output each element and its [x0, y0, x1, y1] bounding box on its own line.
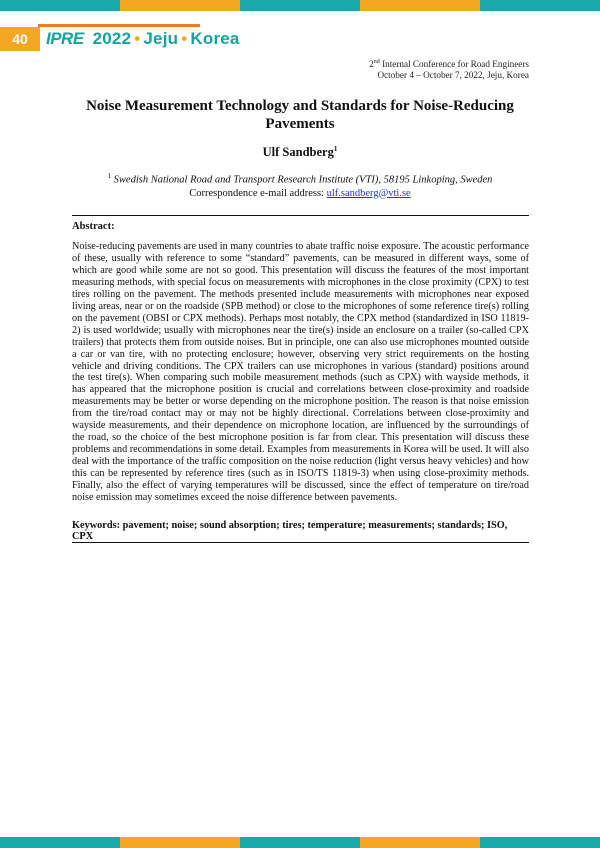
affiliation-block [0, 170, 600, 200]
conference-logo [46, 29, 240, 49]
header-accent-line [38, 24, 200, 27]
bottom-divider [72, 542, 529, 543]
logo-city: Jeju [143, 29, 179, 48]
top-color-band [0, 0, 600, 11]
correspondence-label: Correspondence e-mail address: [189, 187, 327, 199]
conference-dates: October 4 – October 7, 2022, Jeju, Korea [377, 70, 529, 81]
paper-title: Noise Measurement Technology and Standards for Noise-Reducing Pavements [86, 98, 514, 132]
logo-year: 2022 [92, 29, 132, 48]
conference-ordinal-suffix: nd [373, 59, 380, 65]
bullet-icon: • [181, 29, 188, 48]
bottom-color-band [0, 837, 600, 848]
page-header [0, 22, 600, 54]
logo-acronym: IPRE [46, 29, 84, 48]
conference-name: Internal Conference for Road Engineers [379, 59, 529, 70]
page-number: 40 [0, 27, 40, 51]
author [0, 145, 600, 160]
logo-country: Korea [190, 29, 240, 48]
affiliation-superscript: 1 [107, 172, 112, 180]
top-divider [72, 215, 529, 216]
abstract-heading: Abstract: [72, 221, 115, 232]
abstract-text: Noise-reducing pavements are used in many countries to abate traffic noise exposure. The acoustic performance of these, usually with reference to some “standard” pavements, can be measured in different ways, some of which are good while some are not so good. This presentation will discuss the features of the most important measuring methods, with special focus on measurements with microphones in the close proximity (CPX) to test tires rolling on the pavement. The methods presented include measurements with microphones near exposed living areas, near or on the roadside (SPB method) or close to the microphones of some reference tire(s) rolling on the pavement (OBSI or CPX methods). Perhaps most notably, the CPX method (standardized in ISO 11819-2) is used worldwide; usually with microphones near the tire(s) inside an enclosure on a trailer (so-called CPX trailers) that protects them from outside noises. But in principle, one can also use microphones mounted outside a car or van tire, with no protecting enclosure; however, observing very strict requirements on the hosting vehicle and driving conditions. The CPX trailers can use microphones in various (standard) positions around the test tire(s). When comparing such mobile measurement methods (such as CPX) with wayside methods, it has appeared that the microphone position is crucial and correlations between close-proximity and roadside measurements may be better or worse depending on the microphone position. The reason is that noise emission from the tire/road contact may or may not be highly directional. Correlations between close-proximity and wayside measurements, and their dependence on microphone location, are influenced by the surroundings of the road, so the choice of the best microphone position is far from clear. This presentation will discuss these problems and recommendations in some detail. Examples from measurements in Korea will be used. It will also deal with the importance of the traffic composition on the noise reduction (light versus heavy vehicles) and how this can be represented by reference tires (such as in ISO/TS 11819-3) when using close-proximity methods. Finally, also the effect of varying temperatures will be discussed, since the effect of temperature on tire/road noise emission may sometimes exceed the noise difference between pavements. [72, 241, 529, 504]
keywords: Keywords: pavement; noise; sound absorption; tires; temperature; measurements; standards; ISO, CPX [72, 520, 508, 542]
author-superscript: 1 [333, 145, 338, 153]
email-link[interactable]: ulf.sandberg@vti.se [326, 187, 411, 199]
bullet-icon: • [134, 29, 141, 48]
conference-info [369, 57, 529, 81]
conference-ordinal: 2 [369, 59, 374, 70]
affiliation: Swedish National Road and Transport Research Institute (VTI), 58195 Linkoping, Sweden [113, 174, 493, 186]
author-name: Ulf Sandberg [262, 145, 334, 160]
